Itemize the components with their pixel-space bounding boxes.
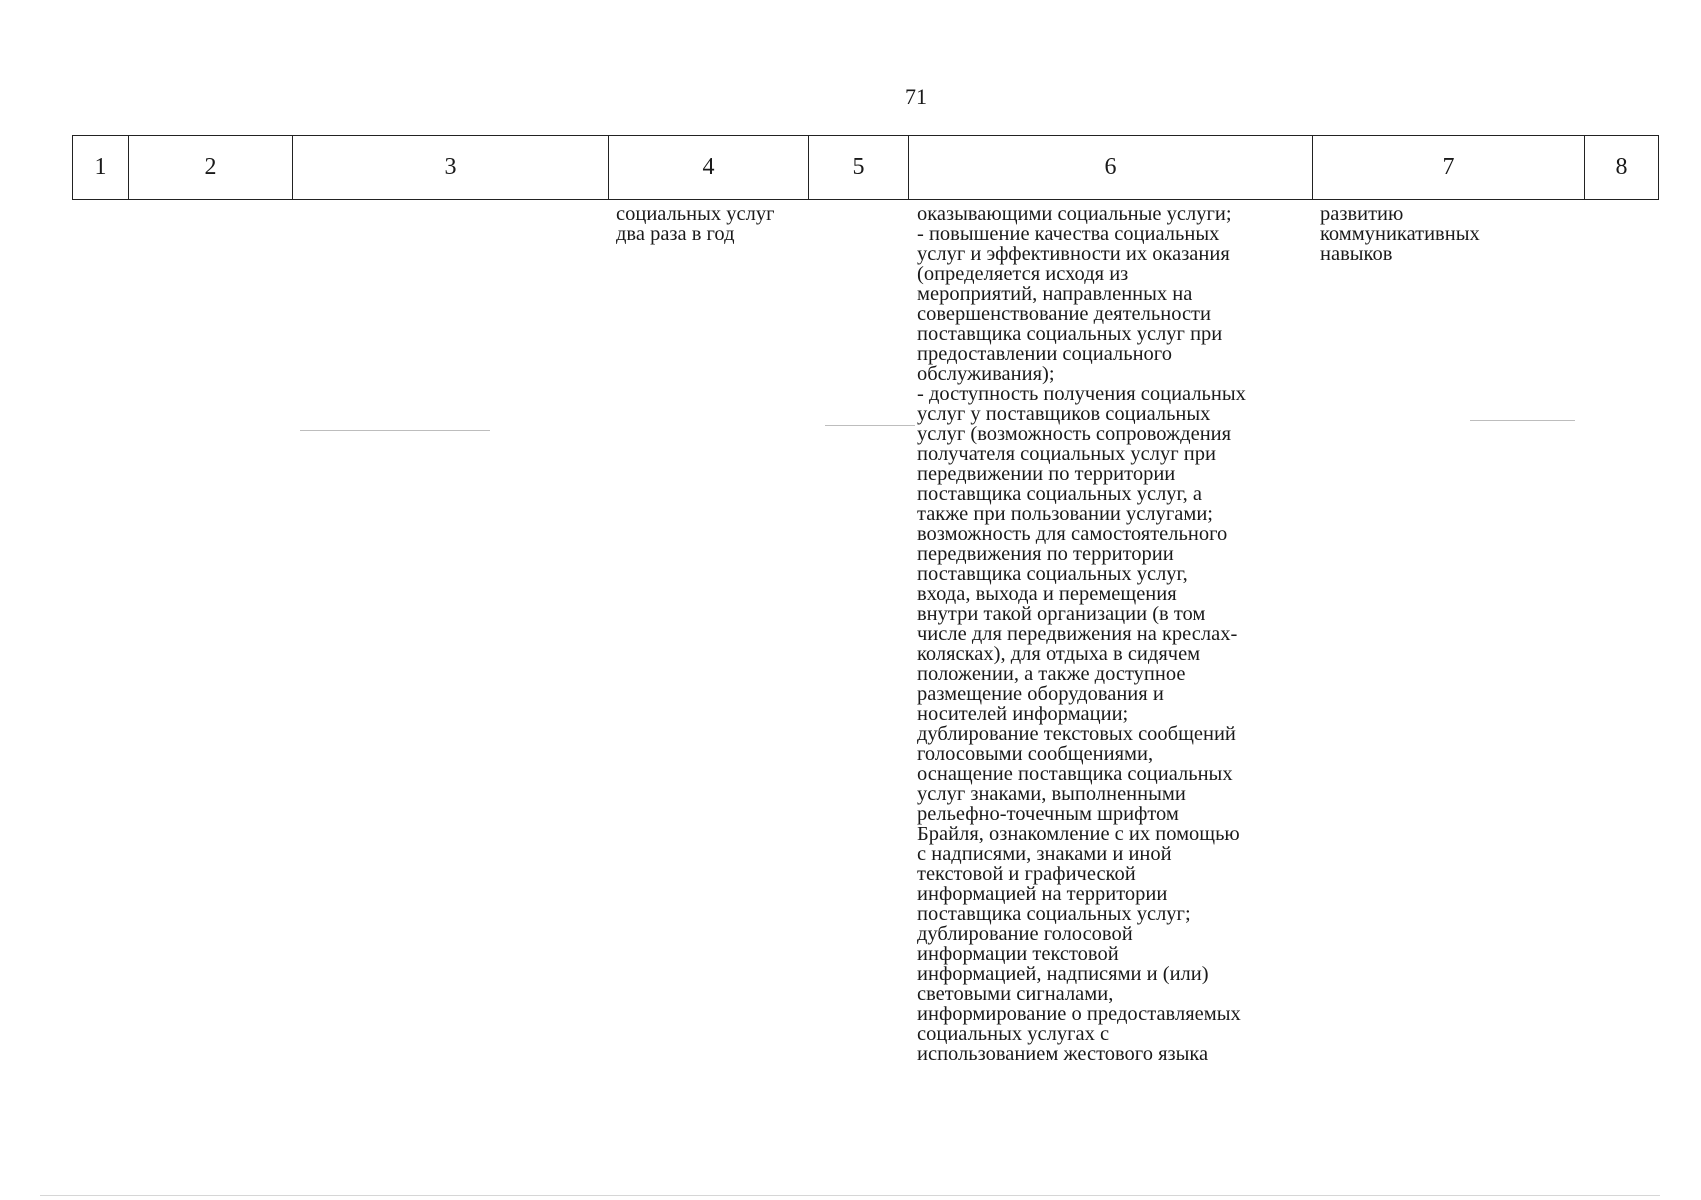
header-cell-7: 7: [1313, 136, 1585, 200]
header-cell-4: 4: [609, 136, 809, 200]
scan-artifact-line: [300, 430, 490, 431]
header-cell-5: 5: [809, 136, 909, 200]
page-number: 71: [905, 84, 927, 109]
header-cell-1: 1: [73, 136, 129, 200]
header-cell-3: 3: [293, 136, 609, 200]
row-cell-col6: оказывающими социальные услуги; - повышение качества социальных услуг и эффективности их оказания (определяется исходя из мероприятий, направленных на совершенствование деятельности поставщика социальных услуг при предоставлении социального обслуживания); - доступность получения социальных услуг у поставщиков социальных услуг (возможность сопровождения получателя социальных услуг при передвижении по территории поставщика социальных услуг, а также при пользовании услугами; возможность для самостоятельного передвижения по территории поставщика социальных услуг, входа, выхода и перемещения внутри такой организации (в том числе для передвижения на креслах- колясках), для отдыха в сидячем положении, а также доступное размещение оборудования и носителей информации; дублирование текстовых сообщений голосовыми сообщениями, оснащение поставщика социальных услуг знаками, выполненными рельефно-точечным шрифтом Брайля, ознакомление с их помощью с надписями, знаками и иной текстовой и графической информацией на территории поставщика социальных услуг; дублирование голосовой информации текстовой информацией, надписями и (или) световыми сигналами, информирование о предоставляемых социальных услугах с использованием жестового языка: [917, 203, 1246, 1065]
header-cell-6: 6: [909, 136, 1313, 200]
header-row: [73, 136, 1659, 200]
scan-artifact-line: [40, 1195, 1660, 1196]
header-cell-8: 8: [1585, 136, 1659, 200]
table-header: [72, 135, 1659, 200]
scan-artifact-line: [1470, 420, 1575, 421]
row-cell-col7: развитию коммуникативных навыков: [1320, 203, 1480, 265]
scan-artifact-line: [825, 425, 915, 426]
header-cell-2: 2: [129, 136, 293, 200]
row-cell-col4: социальных услуг два раза в год: [616, 203, 775, 245]
